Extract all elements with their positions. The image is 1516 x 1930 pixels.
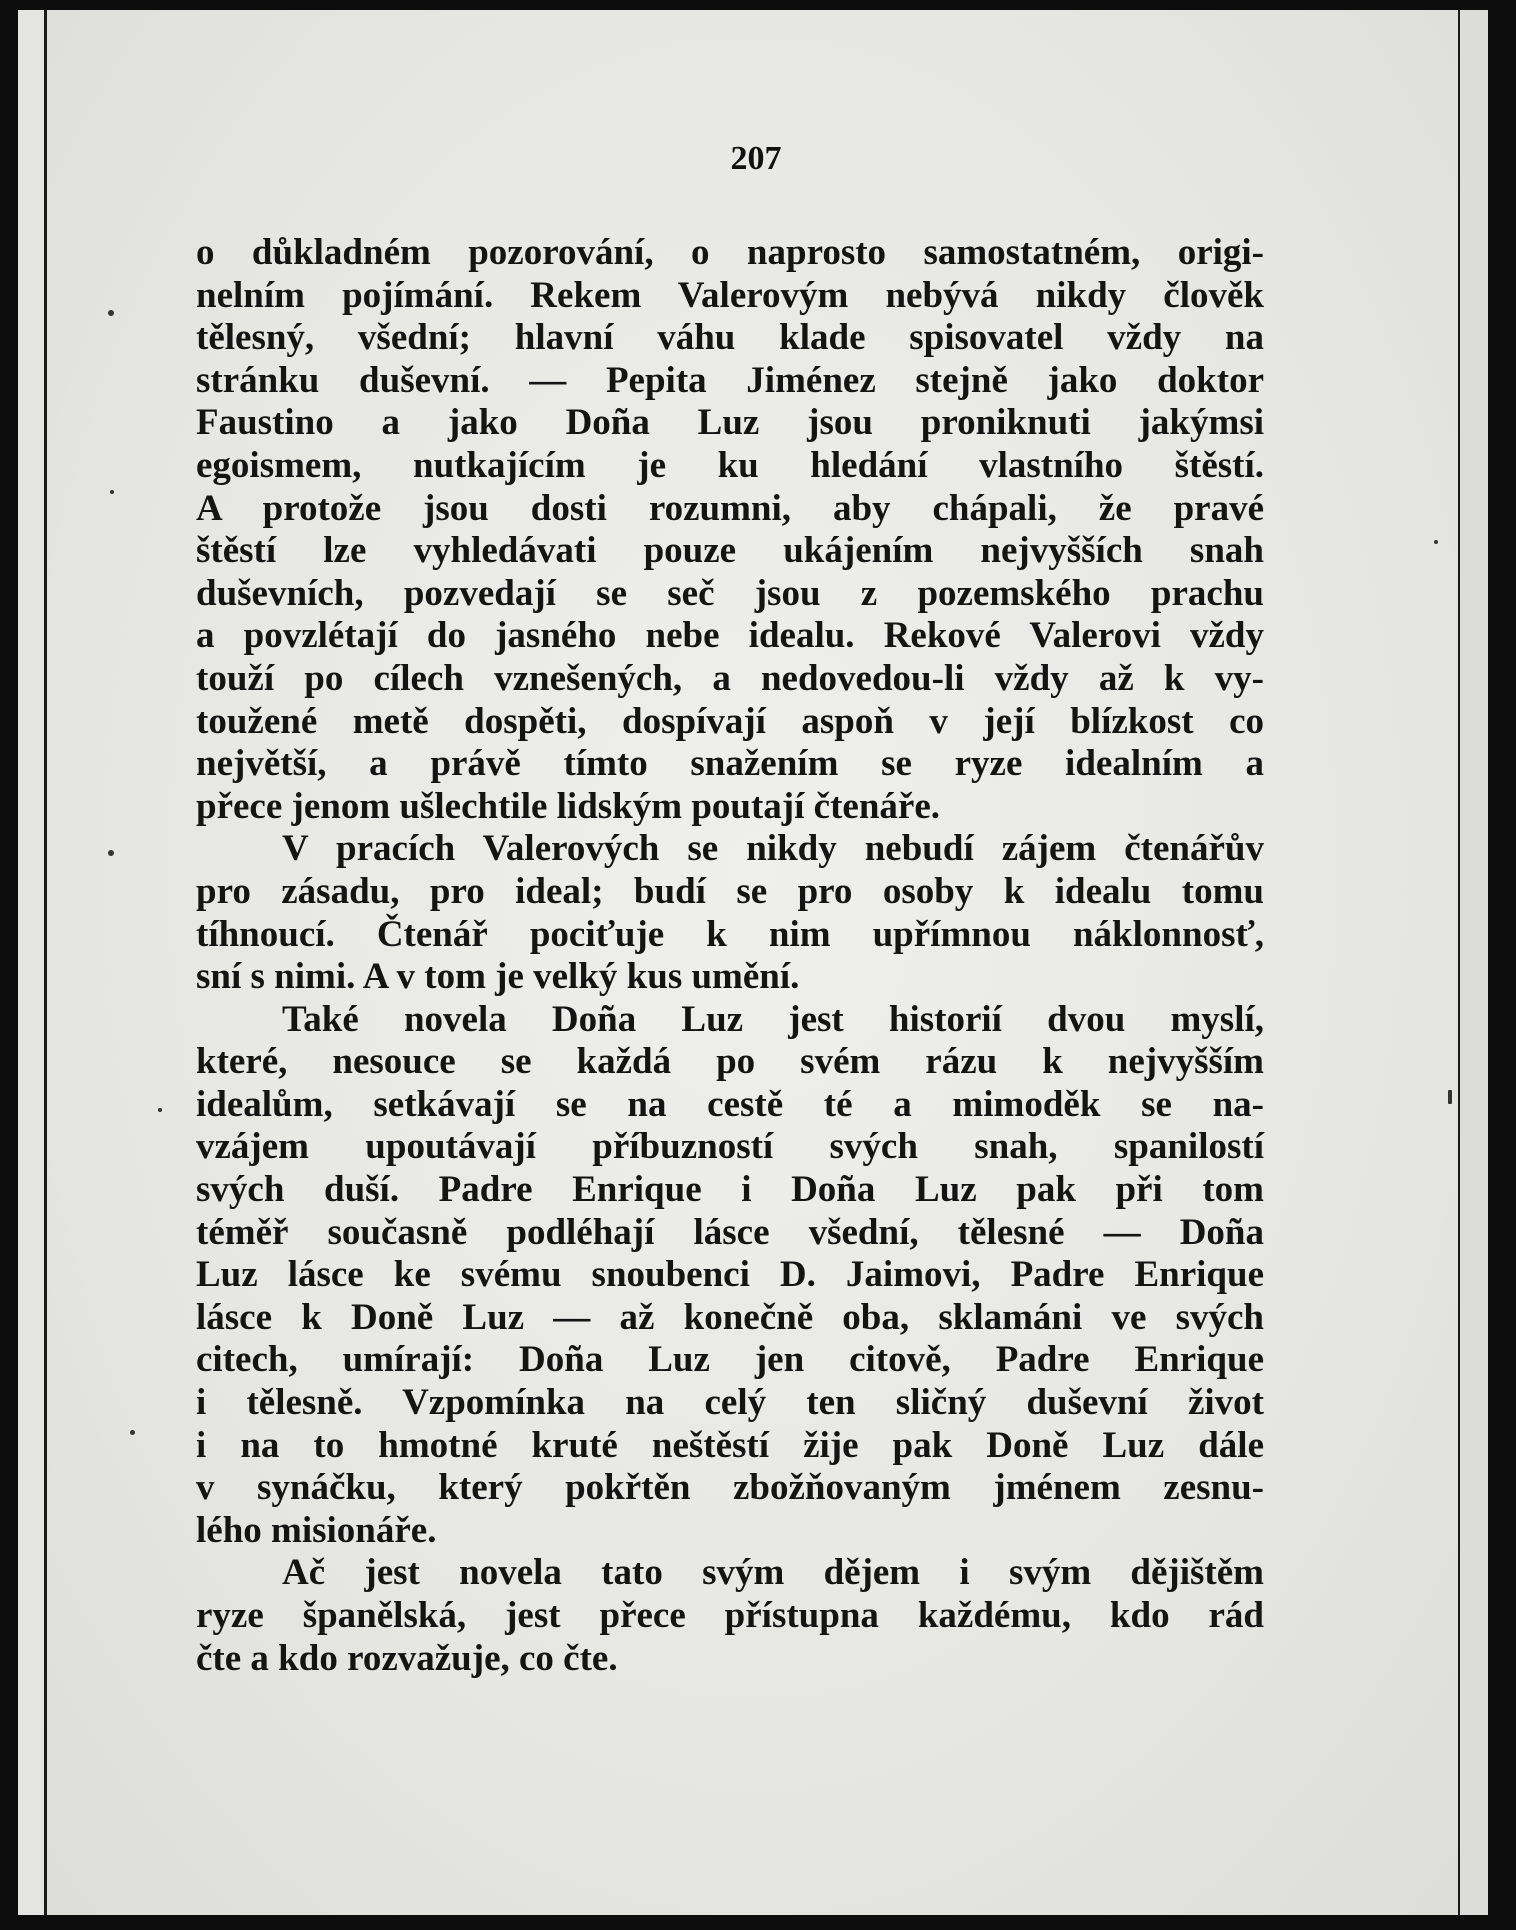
text-line: téměř současně podléhají lásce všední, tělesné — Doña bbox=[196, 1211, 1264, 1253]
print-speck bbox=[130, 1430, 135, 1435]
text-line: nelním pojímání. Rekem Valerovým nebývá nikdy člověk bbox=[196, 274, 1264, 316]
print-speck bbox=[108, 310, 114, 316]
paragraph-start-line: Také novela Doña Luz jest historií dvou myslí, bbox=[282, 998, 1264, 1040]
print-speck bbox=[110, 490, 114, 494]
print-speck bbox=[158, 1108, 162, 1112]
text-line: citech, umírají: Doña Luz jen citově, Padre Enrique bbox=[196, 1339, 1264, 1381]
print-speck bbox=[108, 850, 114, 856]
text-line: lásce k Doně Luz — až konečně oba, sklamáni ve svých bbox=[196, 1296, 1264, 1338]
text-line: o důkladném pozorování, o naprosto samostatném, origi- bbox=[196, 232, 1264, 273]
text-line: které, nesouce se každá po svém rázu k nejvyšším bbox=[196, 1041, 1264, 1083]
text-line: i na to hmotné kruté neštěstí žije pak Doně Luz dále bbox=[196, 1424, 1264, 1466]
paragraph-end-line: lého misionáře. bbox=[196, 1509, 437, 1551]
book-page bbox=[18, 10, 1488, 1915]
text-line: touží po cílech vznešených, a nedovedou-li vždy až k vy- bbox=[196, 657, 1264, 699]
paragraph-start-line: Ač jest novela tato svým dějem i svým dějištěm bbox=[282, 1552, 1264, 1594]
text-line: i tělesně. Vzpomínka na celý ten sličný duševní život bbox=[196, 1382, 1264, 1424]
text-line: vzájem upoutávají příbuzností svých snah, spanilostí bbox=[196, 1126, 1264, 1168]
text-line: ryze španělská, jest přece přístupna každému, kdo rád bbox=[196, 1595, 1264, 1636]
text-line: A protože jsou dosti rozumni, aby chápali, že pravé bbox=[196, 487, 1264, 529]
body-text bbox=[196, 232, 1264, 1680]
text-line: svých duší. Padre Enrique i Doña Luz pak při tom bbox=[196, 1169, 1264, 1211]
text-line: toužené metě dospěti, dospívají aspoň v její blízkost co bbox=[196, 700, 1264, 742]
page-number: 207 bbox=[730, 140, 782, 177]
text-line: v synáčku, který pokřtěn zbožňovaným jménem zesnu- bbox=[196, 1467, 1264, 1509]
text-line: štěstí lze vyhledávati pouze ukájením nejvyšších snah bbox=[196, 530, 1264, 572]
paragraph-end-line: přece jenom ušlechtile lidským poutají čtenáře. bbox=[196, 785, 940, 827]
text-line: egoismem, nutkajícím je ku hledání vlastního štěstí. bbox=[196, 444, 1264, 486]
text-line: Faustino a jako Doña Luz jsou proniknuti jakýmsi bbox=[196, 402, 1264, 444]
text-line: tělesný, všední; hlavní váhu klade spisovatel vždy na bbox=[196, 317, 1264, 359]
paragraph-end-line: čte a kdo rozvažuje, co čte. bbox=[196, 1637, 618, 1679]
text-line: duševních, pozvedají se seč jsou z pozemského prachu bbox=[196, 572, 1264, 614]
previous-page-edge bbox=[18, 10, 47, 1915]
text-line: tíhnoucí. Čtenář pociťuje k nim upřímnou náklonnosť, bbox=[196, 913, 1264, 955]
text-line: Luz lásce ke svému snoubenci D. Jaimovi, Padre Enrique bbox=[196, 1254, 1264, 1296]
text-line: idealům, setkávají se na cestě té a mimoděk se na- bbox=[196, 1083, 1264, 1125]
text-line: největší, a právě tímto snažením se ryze idealním a bbox=[196, 743, 1264, 785]
paragraph-start-line: V pracích Valerových se nikdy nebudí zájem čtenářův bbox=[282, 828, 1264, 870]
text-line: a povzlétají do jasného nebe idealu. Rekové Valerovi vždy bbox=[196, 615, 1264, 657]
print-speck bbox=[1448, 1090, 1452, 1104]
print-speck bbox=[1434, 540, 1438, 544]
text-line: pro zásadu, pro ideal; budí se pro osoby k idealu tomu bbox=[196, 870, 1264, 912]
next-page-edge bbox=[1458, 10, 1488, 1915]
text-line: stránku duševní. — Pepita Jiménez stejně jako doktor bbox=[196, 359, 1264, 401]
paragraph-end-line: sní s nimi. A v tom je velký kus umění. bbox=[196, 956, 800, 998]
